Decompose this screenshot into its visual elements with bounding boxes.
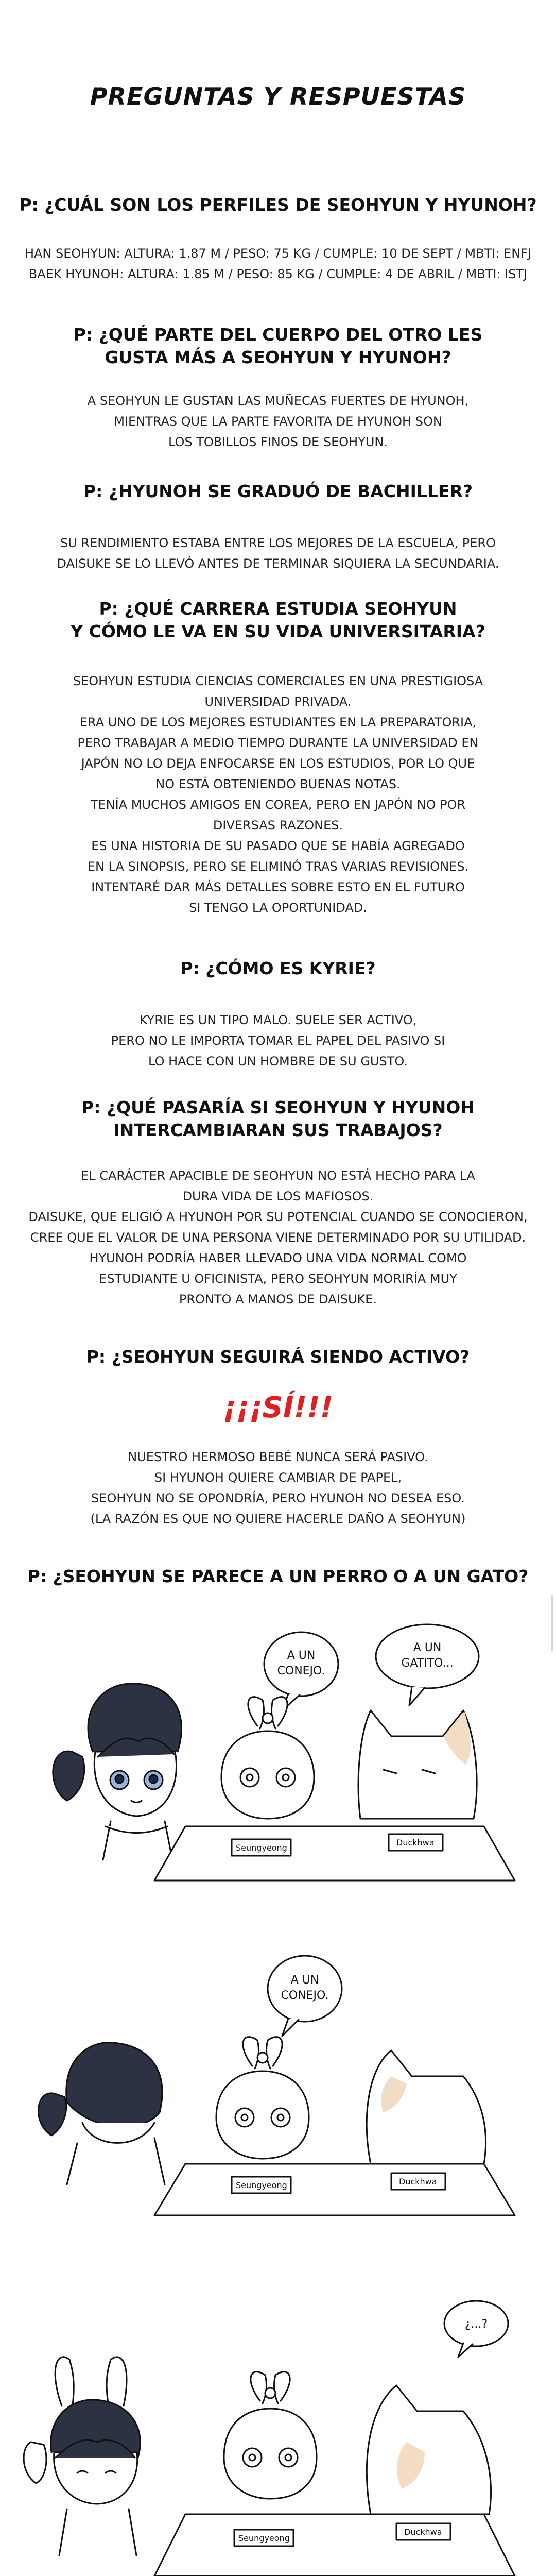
question-swap-jobs	[0, 1096, 556, 1142]
answer-line: DAISUKE, QUE ELIGIÓ A HYUNOH POR SU POTENCIAL CUANDO SE CONOCIERON,	[28, 1210, 528, 1224]
desk	[154, 1826, 515, 1880]
answer-profiles	[0, 243, 556, 284]
question-profiles	[0, 194, 556, 216]
bubble-right-text-1: A UN	[413, 1641, 442, 1654]
answer-line: MIENTRAS QUE LA PARTE FAVORITA DE HYUNOH SON	[114, 414, 442, 429]
question-favorite-part	[0, 324, 556, 369]
question-stay-active	[0, 1346, 556, 1368]
answer-line: KYRIE ES UN TIPO MALO. SUELE SER ACTIVO,	[139, 1013, 417, 1027]
answer-university	[0, 671, 556, 918]
speech-bubble-right	[376, 1624, 479, 1688]
answer-line: BAEK HYUNOH: ALTURA: 1.85 M / PESO: 85 KG / CUMPLE: 4 DE ABRIL / MBTI: ISTJ	[28, 267, 528, 281]
answer-line: CREE QUE EL VALOR DE UNA PERSONA VIENE DETERMINADO POR SU UTILIDAD.	[30, 1230, 526, 1245]
answer-favorite-part	[0, 391, 556, 452]
question-kyrie	[0, 957, 556, 980]
answer-line: SEOHYUN NO SE OPONDRÍA, PERO HYUNOH NO DESEA ESO.	[91, 1491, 465, 1505]
sign-right-label: Duckhwa	[396, 1838, 435, 1848]
answer-line: EL CARÁCTER APACIBLE DE SEOHYUN NO ESTÁ HECHO PARA LA	[81, 1168, 475, 1183]
bubble-right-text-2: GATITO...	[401, 1657, 454, 1670]
answer-line: PERO TRABAJAR A MEDIO TIEMPO DURANTE LA UNIVERSIDAD EN	[77, 736, 479, 750]
question-line: P: ¿SEOHYUN SE PARECE A UN PERRO O A UN GATO?	[27, 1566, 529, 1586]
bubble-text-1: A UN	[290, 1974, 319, 1987]
cat-character	[367, 2385, 491, 2514]
speech-bubble-left	[264, 1632, 338, 1696]
bunny-character	[221, 1697, 314, 1819]
question-line: P: ¿QUÉ PARTE DEL CUERPO DEL OTRO LES	[73, 325, 483, 345]
desk	[154, 2514, 515, 2576]
answer-line: EN LA SINOPSIS, PERO SE ELIMINÓ TRAS VARIAS REVISIONES.	[87, 859, 469, 874]
seohyun-character	[53, 1684, 182, 1860]
answer-line: LO HACE CON UN HOMBRE DE SU GUSTO.	[148, 1054, 408, 1069]
answer-line: DIVERSAS RAZONES.	[213, 818, 343, 833]
bubble-text: ¿...?	[464, 2318, 488, 2331]
question-line: P: ¿QUÉ PASARÍA SI SEOHYUN Y HYUNOH	[81, 1097, 475, 1117]
bubble-text-2: CONEJO.	[281, 1989, 329, 2002]
answer-line: SU RENDIMIENTO ESTABA ENTRE LOS MEJORES DE LA ESCUELA, PERO	[60, 536, 496, 550]
question-line: P: ¿CÓMO ES KYRIE?	[180, 958, 376, 978]
answer-line: DURA VIDA DE LOS MAFIOSOS.	[182, 1189, 374, 1204]
seohyun-character-back	[39, 2043, 165, 2184]
answer-swap-jobs	[0, 1165, 556, 1310]
answer-line: NO ESTÁ OBTENIENDO BUENAS NOTAS.	[155, 777, 401, 791]
answer-line: HYUNOH PODRÍA HABER LLEVADO UNA VIDA NORMAL COMO	[89, 1251, 467, 1265]
question-line: Y CÓMO LE VA EN SU VIDA UNIVERSITARIA?	[71, 621, 485, 641]
speech-bubble	[268, 1956, 342, 2022]
answer-graduation	[0, 533, 556, 574]
question-line: P: ¿HYUNOH SE GRADUÓ DE BACHILLER?	[83, 481, 473, 501]
bubble-left-text-2: CONEJO.	[277, 1665, 325, 1677]
page-title: PREGUNTAS Y RESPUESTAS	[90, 82, 466, 110]
comic-panel-3	[0, 2287, 556, 2576]
answer-line: NUESTRO HERMOSO BEBÉ NUNCA SERÁ PASIVO.	[128, 1450, 428, 1464]
answer-line: PERO NO LE IMPORTA TOMAR EL PAPEL DEL PASIVO SI	[111, 1033, 445, 1048]
sign-right-label: Duckhwa	[399, 2177, 437, 2187]
question-line: INTERCAMBIARAN SUS TRABAJOS?	[113, 1120, 443, 1140]
answer-line: (LA RAZÓN ES QUE NO QUIERE HACERLE DAÑO A SEOHYUN)	[90, 1512, 466, 1526]
answer-line: TENÍA MUCHOS AMIGOS EN COREA, PERO EN JAPÓN NO POR	[90, 798, 466, 812]
cat-character	[358, 1710, 477, 1819]
answer-line: ERA UNO DE LOS MEJORES ESTUDIANTES EN LA PREPARATORIA,	[79, 715, 477, 730]
bunny-character	[224, 2372, 317, 2499]
answer-stay-active	[0, 1447, 556, 1529]
sign-left-label: Seungyeong	[238, 2533, 290, 2543]
question-dog-or-cat	[0, 1565, 556, 1588]
cat-character	[367, 2050, 485, 2164]
answer-line: A SEOHYUN LE GUSTAN LAS MUÑECAS FUERTES DE HYUNOH,	[87, 394, 469, 408]
answer-line: SEOHYUN ESTUDIA CIENCIAS COMERCIALES EN UNA PRESTIGIOSA	[73, 674, 483, 688]
question-graduation	[0, 480, 556, 503]
exclaim-yes: ¡¡¡SÍ!!!	[222, 1391, 334, 1425]
question-line: P: ¿SEOHYUN SEGUIRÁ SIENDO ACTIVO?	[86, 1347, 470, 1367]
comic-panel-2	[0, 1947, 556, 2236]
answer-line: SI TENGO LA OPORTUNIDAD.	[189, 901, 367, 915]
answer-line: HAN SEOHYUN: ALTURA: 1.87 M / PESO: 75 KG / CUMPLE: 10 DE SEPT / MBTI: ENFJ	[24, 246, 532, 261]
answer-line: ES UNA HISTORIA DE SU PASADO QUE SE HABÍA AGREGADO	[91, 839, 465, 853]
sign-left-label: Seungyeong	[236, 2180, 287, 2190]
answer-line: SI HYUNOH QUIERE CAMBIAR DE PAPEL,	[154, 1470, 402, 1485]
bunny-character	[216, 2037, 309, 2159]
question-line: P: ¿CUÁL SON LOS PERFILES DE SEOHYUN Y HYUNOH?	[19, 195, 537, 215]
answer-line: JAPÓN NO LO DEJA ENFOCARSE EN LOS ESTUDIOS, POR LO QUE	[81, 756, 475, 771]
sign-right-label: Duckhwa	[404, 2527, 442, 2537]
answer-kyrie	[0, 1010, 556, 1072]
answer-line: UNIVERSIDAD PRIVADA.	[204, 694, 352, 709]
answer-line: ESTUDIANTE U OFICINISTA, PERO SEOHYUN MORIRÍA MUY	[99, 1272, 457, 1286]
question-university	[0, 598, 556, 643]
answer-line: LOS TOBILLOS FINOS DE SEOHYUN.	[168, 435, 388, 449]
bubble-left-text-1: A UN	[287, 1649, 316, 1662]
answer-line: DAISUKE SE LO LLEVÓ ANTES DE TERMINAR SIQUIERA LA SECUNDARIA.	[57, 556, 499, 571]
seohyun-character-bunny-ears	[24, 2357, 140, 2555]
answer-line: INTENTARÉ DAR MÁS DETALLES SOBRE ESTO EN EL FUTURO	[91, 880, 465, 894]
answer-line: PRONTO A MANOS DE DAISUKE.	[179, 1292, 377, 1307]
comic-panel-1	[0, 1623, 556, 1911]
desk	[154, 2164, 515, 2215]
question-line: P: ¿QUÉ CARRERA ESTUDIA SEOHYUN	[99, 599, 457, 619]
sign-left-label: Seungyeong	[236, 1843, 287, 1853]
question-line: GUSTA MÁS A SEOHYUN Y HYUNOH?	[105, 347, 451, 367]
